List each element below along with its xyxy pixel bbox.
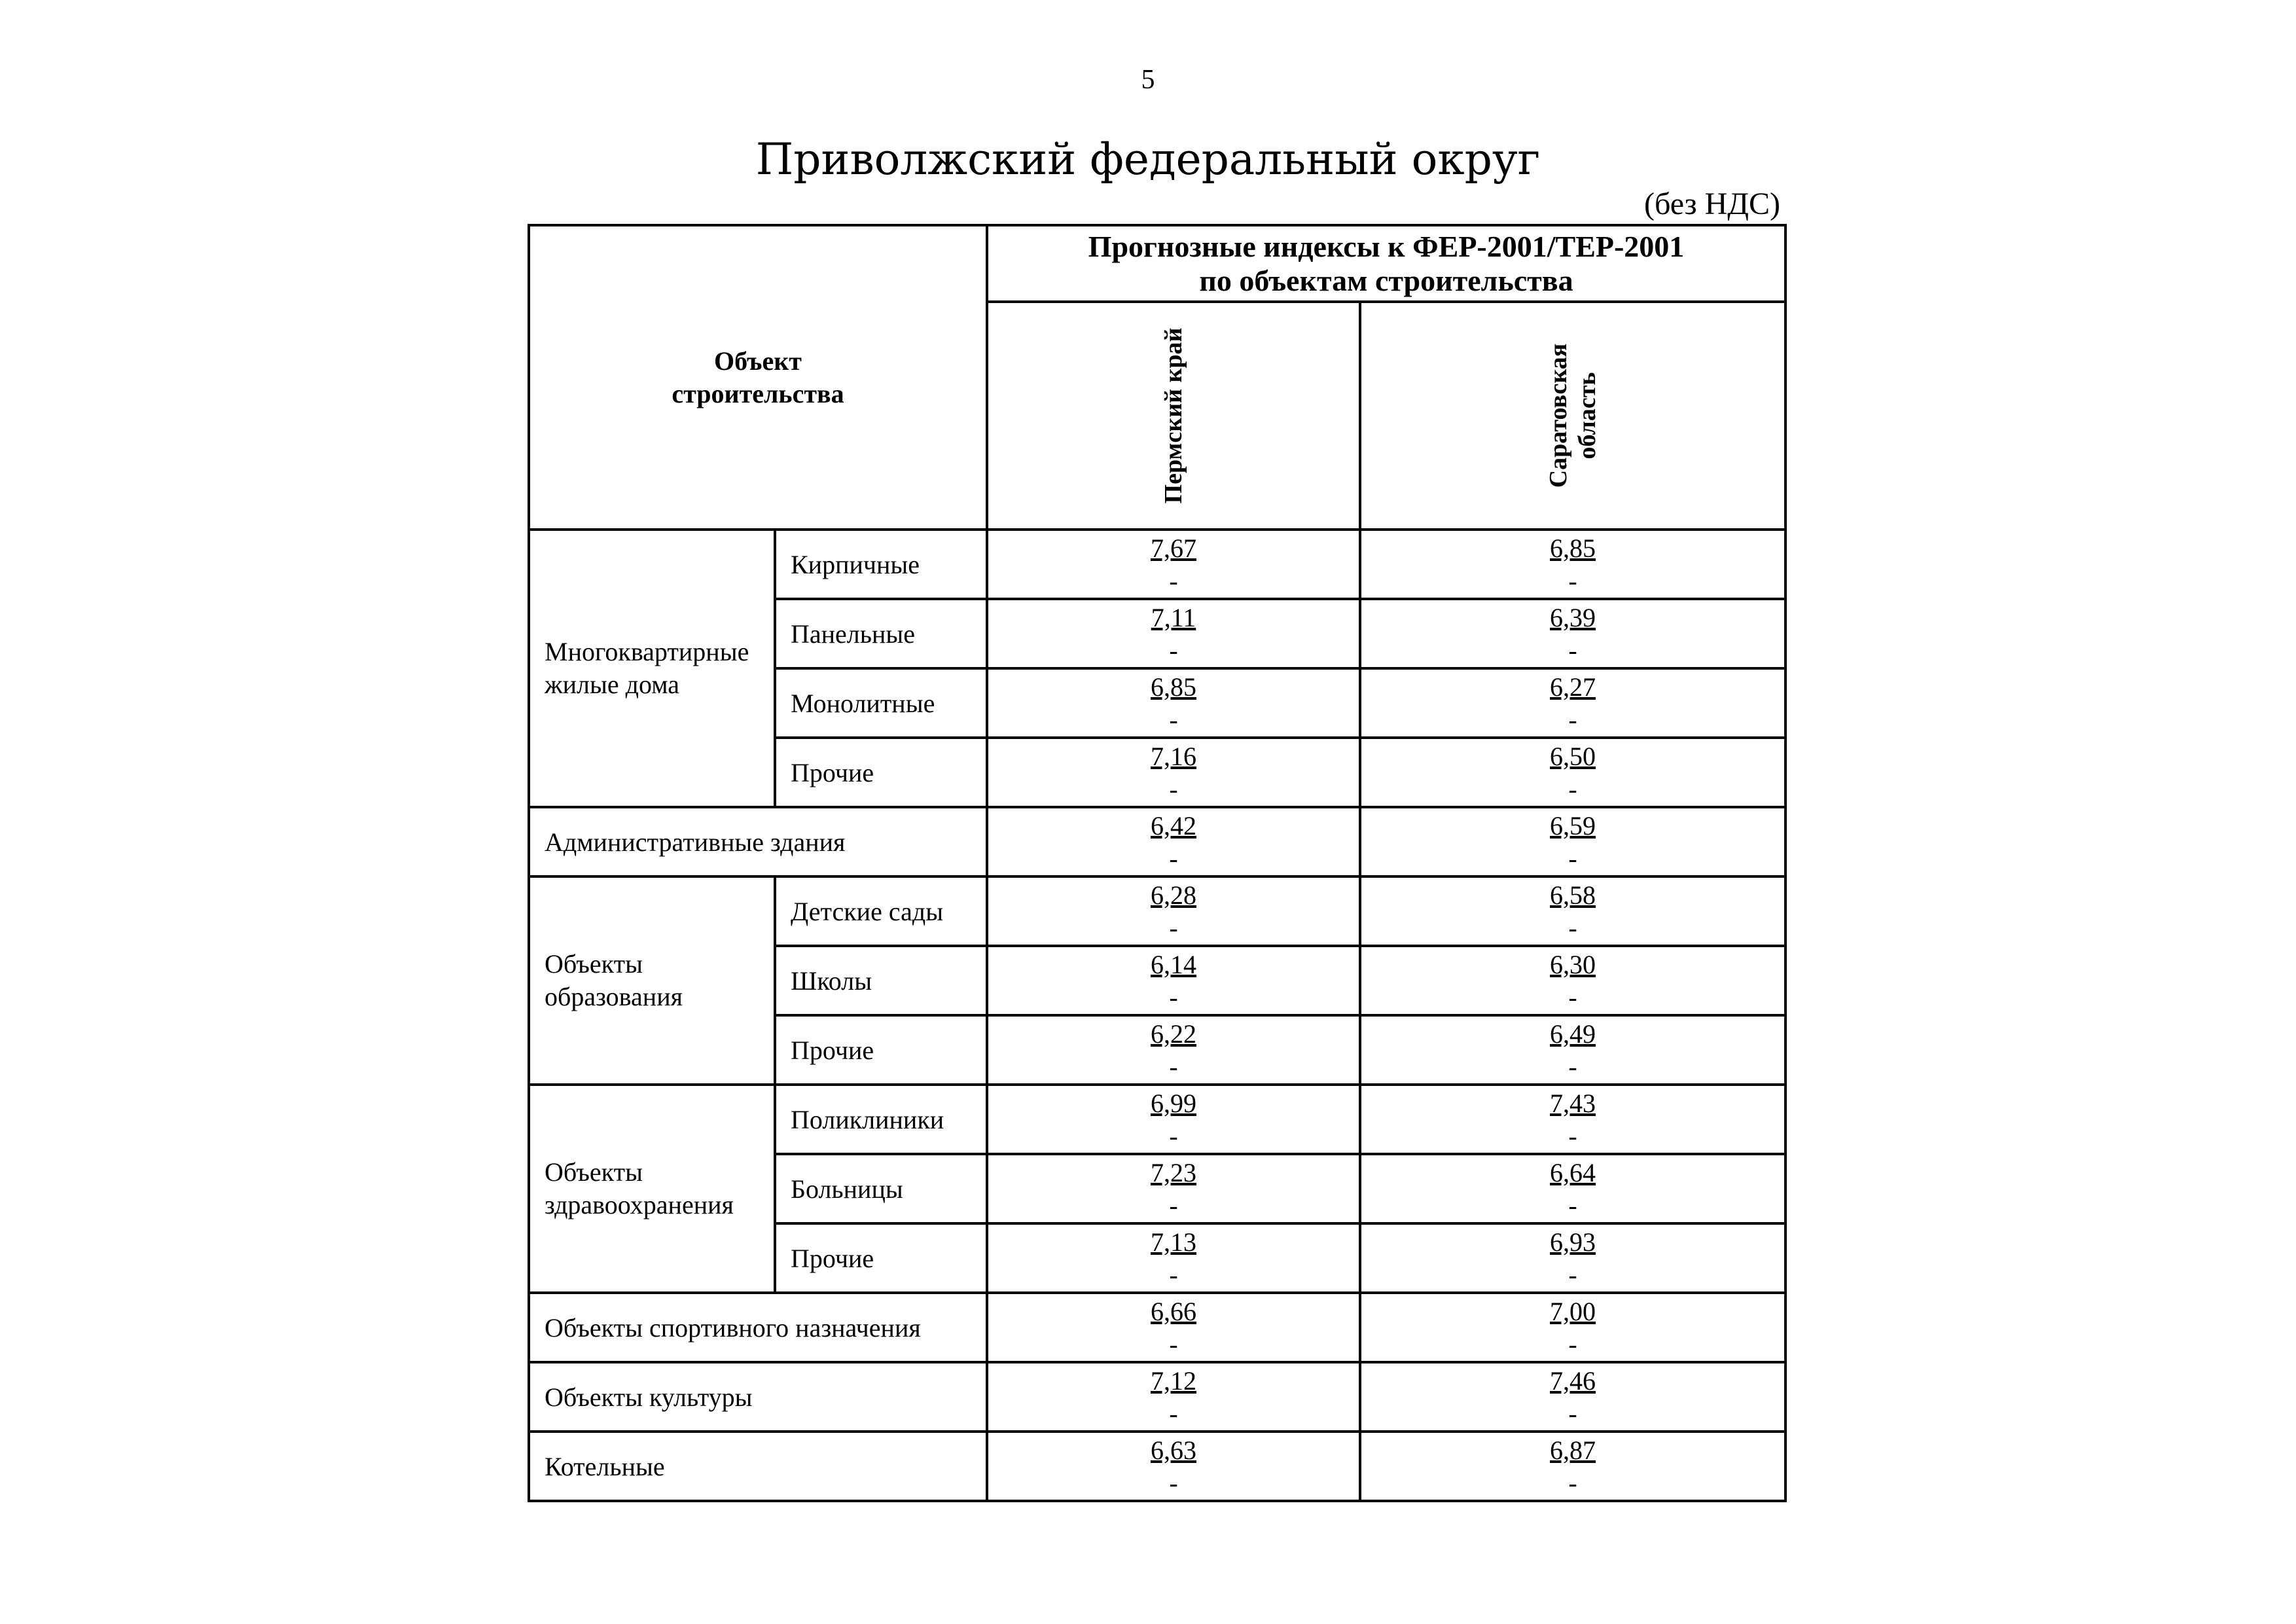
sub-value: - bbox=[1169, 1191, 1178, 1220]
index-header-line1: Прогнозные индексы к ФЕР-2001/ТЕР-2001 bbox=[1088, 229, 1685, 263]
index-value: 6,93 bbox=[1550, 1227, 1596, 1257]
row-label: Больницы bbox=[775, 1154, 987, 1223]
sub-value: - bbox=[1568, 1468, 1577, 1498]
sub-value: - bbox=[1169, 913, 1178, 943]
table-row bbox=[529, 807, 1785, 876]
sub-value: - bbox=[1568, 566, 1577, 596]
sub-value: - bbox=[1169, 844, 1178, 873]
sub-value: - bbox=[1169, 566, 1178, 596]
index-value: 7,13 bbox=[1151, 1227, 1196, 1257]
value-cell-saratov bbox=[1360, 876, 1785, 946]
group-label-line2: жилые дома bbox=[545, 670, 680, 699]
group-label-line1: Объекты bbox=[545, 949, 643, 979]
index-value: 7,23 bbox=[1151, 1158, 1196, 1187]
index-value: 6,58 bbox=[1550, 880, 1596, 910]
table-row bbox=[529, 876, 1785, 946]
index-value: 7,12 bbox=[1151, 1366, 1196, 1396]
index-value: 6,85 bbox=[1550, 533, 1596, 563]
index-header bbox=[987, 225, 1785, 302]
row-label: Кирпичные bbox=[775, 530, 987, 599]
index-value: 6,63 bbox=[1151, 1435, 1196, 1465]
table-row bbox=[529, 530, 1785, 599]
group-label-education bbox=[529, 876, 775, 1085]
sub-value: - bbox=[1568, 983, 1577, 1012]
sub-value: - bbox=[1568, 1260, 1577, 1290]
index-value: 6,42 bbox=[1151, 811, 1196, 840]
row-label: Котельные bbox=[529, 1432, 987, 1501]
sub-value: - bbox=[1568, 1191, 1577, 1220]
index-value: 6,27 bbox=[1550, 672, 1596, 702]
row-label: Объекты спортивного назначения bbox=[529, 1293, 987, 1362]
value-cell-saratov bbox=[1360, 1432, 1785, 1501]
index-value: 7,46 bbox=[1550, 1366, 1596, 1396]
value-cell-perm bbox=[987, 1293, 1360, 1362]
index-value: 6,85 bbox=[1151, 672, 1196, 702]
value-cell-saratov bbox=[1360, 1015, 1785, 1085]
group-label-line2: образования bbox=[545, 982, 683, 1011]
value-cell-saratov bbox=[1360, 599, 1785, 668]
index-value: 6,64 bbox=[1550, 1158, 1596, 1187]
sub-value: - bbox=[1568, 774, 1577, 804]
row-label: Поликлиники bbox=[775, 1085, 987, 1154]
value-cell-perm bbox=[987, 599, 1360, 668]
value-cell-saratov bbox=[1360, 530, 1785, 599]
index-value: 6,39 bbox=[1550, 603, 1596, 632]
value-cell-saratov bbox=[1360, 1154, 1785, 1223]
index-value: 6,30 bbox=[1550, 950, 1596, 979]
group-label-line1: Многоквартирные bbox=[545, 637, 749, 666]
object-header bbox=[529, 225, 987, 530]
value-cell-perm bbox=[987, 738, 1360, 807]
value-cell-perm bbox=[987, 530, 1360, 599]
sub-value: - bbox=[1568, 1329, 1577, 1359]
row-label: Детские сады bbox=[775, 876, 987, 946]
row-label: Монолитные bbox=[775, 668, 987, 738]
index-value: 7,16 bbox=[1151, 742, 1196, 771]
value-cell-saratov bbox=[1360, 1223, 1785, 1293]
index-value: 6,22 bbox=[1151, 1019, 1196, 1049]
region-perm-label: Пермский край bbox=[1160, 327, 1187, 504]
value-cell-perm bbox=[987, 1154, 1360, 1223]
value-cell-perm bbox=[987, 668, 1360, 738]
index-value: 6,59 bbox=[1550, 811, 1596, 840]
sub-value: - bbox=[1568, 1052, 1577, 1081]
sub-value: - bbox=[1568, 913, 1577, 943]
index-value: 6,99 bbox=[1151, 1089, 1196, 1118]
table-row bbox=[529, 1085, 1785, 1154]
page-number: 5 bbox=[1141, 65, 1155, 95]
sub-value: - bbox=[1568, 1121, 1577, 1151]
sub-value: - bbox=[1169, 1121, 1178, 1151]
value-cell-perm bbox=[987, 1085, 1360, 1154]
value-cell-perm bbox=[987, 1015, 1360, 1085]
row-label: Панельные bbox=[775, 599, 987, 668]
group-label-line1: Объекты bbox=[545, 1157, 643, 1187]
sub-value: - bbox=[1169, 983, 1178, 1012]
value-cell-saratov bbox=[1360, 807, 1785, 876]
value-cell-saratov bbox=[1360, 1293, 1785, 1362]
sub-value: - bbox=[1568, 636, 1577, 665]
value-cell-perm bbox=[987, 1223, 1360, 1293]
index-value: 7,00 bbox=[1550, 1297, 1596, 1326]
row-label: Прочие bbox=[775, 738, 987, 807]
row-label: Школы bbox=[775, 946, 987, 1015]
sub-value: - bbox=[1169, 1260, 1178, 1290]
table-row bbox=[529, 1432, 1785, 1501]
value-cell-saratov bbox=[1360, 1085, 1785, 1154]
value-cell-perm bbox=[987, 946, 1360, 1015]
index-table bbox=[528, 224, 1787, 1502]
vat-note: (без НДС) bbox=[1643, 187, 1780, 221]
region-saratov-label-line2: область bbox=[1573, 372, 1601, 460]
value-cell-saratov bbox=[1360, 738, 1785, 807]
index-value: 7,67 bbox=[1151, 533, 1196, 563]
row-label: Объекты культуры bbox=[529, 1362, 987, 1432]
index-value: 6,87 bbox=[1550, 1435, 1596, 1465]
group-label-apartments bbox=[529, 530, 775, 807]
index-value: 6,66 bbox=[1151, 1297, 1196, 1326]
sub-value: - bbox=[1169, 705, 1178, 734]
index-value: 6,49 bbox=[1550, 1019, 1596, 1049]
sub-value: - bbox=[1568, 1399, 1577, 1428]
sub-value: - bbox=[1169, 1052, 1178, 1081]
value-cell-perm bbox=[987, 807, 1360, 876]
object-header-line1: Объект bbox=[714, 346, 802, 376]
index-header-line2: по объектам строительства bbox=[1199, 263, 1573, 297]
table-row bbox=[529, 1362, 1785, 1432]
sub-value: - bbox=[1169, 774, 1178, 804]
value-cell-perm bbox=[987, 1432, 1360, 1501]
row-label: Административные здания bbox=[529, 807, 987, 876]
index-value: 7,11 bbox=[1151, 603, 1196, 632]
sub-value: - bbox=[1568, 844, 1577, 873]
table-row bbox=[529, 1293, 1785, 1362]
row-label: Прочие bbox=[775, 1223, 987, 1293]
value-cell-perm bbox=[987, 1362, 1360, 1432]
index-value: 6,28 bbox=[1151, 880, 1196, 910]
row-label: Прочие bbox=[775, 1015, 987, 1085]
sub-value: - bbox=[1568, 705, 1577, 734]
index-value: 6,14 bbox=[1151, 950, 1196, 979]
value-cell-saratov bbox=[1360, 668, 1785, 738]
index-value: 6,50 bbox=[1550, 742, 1596, 771]
region-header-saratov bbox=[1360, 302, 1785, 530]
region-header-perm bbox=[987, 302, 1360, 530]
value-cell-saratov bbox=[1360, 946, 1785, 1015]
index-value: 7,43 bbox=[1550, 1089, 1596, 1118]
page-title: Приволжский федеральный округ bbox=[755, 134, 1541, 185]
value-cell-perm bbox=[987, 876, 1360, 946]
sub-value: - bbox=[1169, 1329, 1178, 1359]
sub-value: - bbox=[1169, 1399, 1178, 1428]
region-saratov-label-line1: Саратовская bbox=[1545, 343, 1572, 488]
group-label-line2: здравоохранения bbox=[545, 1190, 734, 1219]
sub-value: - bbox=[1169, 636, 1178, 665]
sub-value: - bbox=[1169, 1468, 1178, 1498]
object-header-line2: строительства bbox=[672, 378, 844, 408]
value-cell-saratov bbox=[1360, 1362, 1785, 1432]
group-label-healthcare bbox=[529, 1085, 775, 1293]
